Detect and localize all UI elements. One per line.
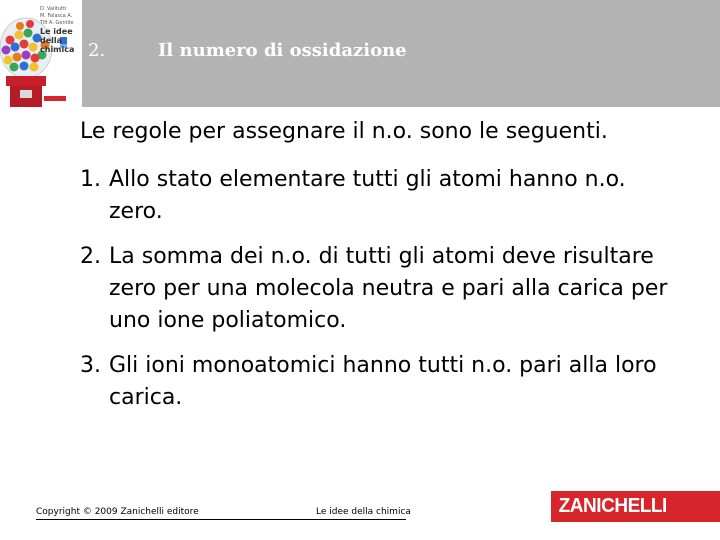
publisher-logo (551, 491, 720, 522)
list-item-text: Gli ioni monoatomici hanno tutti n.o. pari alla loro carica. (109, 353, 657, 410)
list-item-text: La somma dei n.o. di tutti gli atomi deve risultare zero per una molecola neutra e pari alla carica per uno ione poliatomico. (109, 244, 668, 333)
list-item (80, 241, 680, 337)
intro-text: Le regole per assegnare il n.o. sono le seguenti. (80, 119, 608, 144)
publisher-logo-text: ZANICHELLI (558, 495, 667, 517)
section-title: Il numero di ossidazione (158, 40, 407, 61)
list-item-number: 2. (80, 244, 101, 269)
list-item (80, 350, 680, 414)
list-item-number: 1. (80, 167, 101, 192)
cover-title-block (40, 6, 80, 54)
copyright-text: Copyright © 2009 Zanichelli editore (36, 507, 199, 517)
footer-book-title: Le idee della chimica (316, 507, 411, 517)
list-item-text: Allo stato elementare tutti gli atomi hanno n.o. zero. (109, 167, 626, 224)
list-item (80, 164, 680, 228)
cover-authors: M. Falasca A. Tifi A. Gentile (40, 13, 74, 26)
list-item-number: 3. (80, 353, 101, 378)
cover-title-line2: chimica (40, 45, 75, 54)
book-cover-image (0, 0, 82, 107)
cover-author: D. Valitutti (40, 6, 67, 12)
rules-list (80, 164, 680, 427)
section-number: 2. (88, 40, 106, 61)
footer-divider (36, 519, 406, 520)
cover-title: Le idee della (40, 27, 73, 45)
